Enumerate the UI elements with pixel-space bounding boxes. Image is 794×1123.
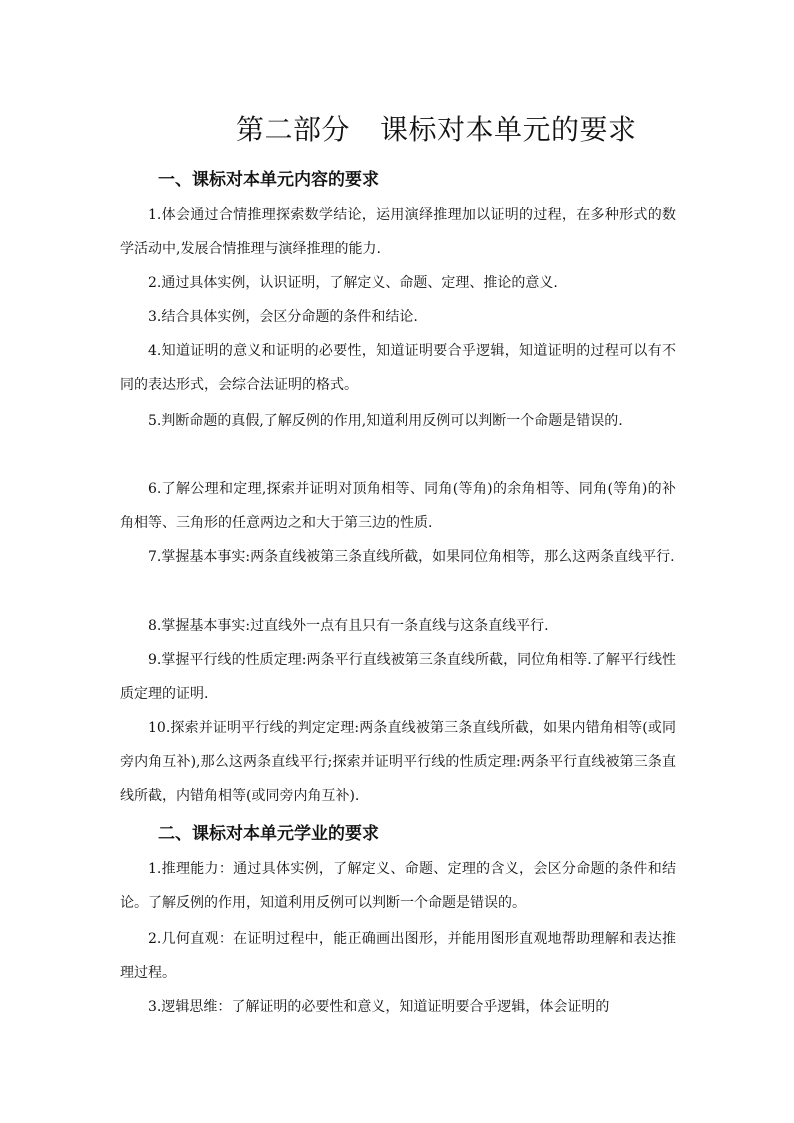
requirement-item: 2.通过具体实例，认识证明，了解定义、命题、定理、推论的意义. — [148, 275, 558, 291]
learning-requirement-item: 3.逻辑思维：了解证明的必要性和意义，知道证明要合乎逻辑，体会证明的 — [148, 999, 610, 1015]
learning-requirement-item: 1.推理能力：通过具体实例，了解定义、命题、定理的含义，会区分命题的条件和结论。了解反例的作用，知道利用反例可以判断一个命题是错误的。 — [120, 861, 676, 911]
requirement-item: 9.掌握平行线的性质定理:两条平行直线被第三条直线所截，同位角相等.了解平行线性质定理的证明. — [120, 652, 676, 702]
section-heading-learning-requirements: 二、课标对本单元学业的要求 — [158, 824, 379, 844]
requirement-item: 1.体会通过合情推理探索数学结论，运用演绎推理加以证明的过程，在多种形式的数学活动中,发展合情推理与演绎推理的能力. — [120, 207, 676, 257]
requirement-item: 7.掌握基本事实:两条直线被第三条直线所截，如果同位角相等，那么这两条直线平行. — [148, 549, 675, 565]
requirement-item: 8.掌握基本事实:过直线外一点有且只有一条直线与这条直线平行. — [148, 618, 549, 634]
requirement-item: 4.知道证明的意义和证明的必要性，知道证明要合乎逻辑，知道证明的过程可以有不同的表达形式，会综合法证明的格式。 — [120, 343, 676, 393]
title-part: 第二部分 — [236, 113, 351, 146]
requirement-item: 5.判断命题的真假,了解反例的作用,知道利用反例可以判断一个命题是错误的. — [148, 413, 623, 429]
requirement-item: 3.结合具体实例，会区分命题的条件和结论. — [148, 309, 418, 325]
page-title — [236, 110, 637, 150]
section-heading-content-requirements: 一、课标对本单元内容的要求 — [158, 170, 379, 190]
learning-requirement-item: 2.几何直观：在证明过程中，能正确画出图形，并能用图形直观地帮助理解和表达推理过程。 — [120, 931, 676, 981]
requirement-item: 6.了解公理和定理,探索并证明对顶角相等、同角(等角)的余角相等、同角(等角)的补角相等、三角形的任意两边之和大于第三边的性质. — [120, 481, 676, 531]
title-main: 课标对本单元的要求 — [380, 113, 637, 146]
requirement-item: 10.探索并证明平行线的判定定理:两条直线被第三条直线所截，如果内错角相等(或同旁内角互补),那么这两条直线平行;探索并证明平行线的性质定理:两条平行直线被第三条直线所截，内错角相等(或同旁内角互补). — [120, 720, 676, 804]
